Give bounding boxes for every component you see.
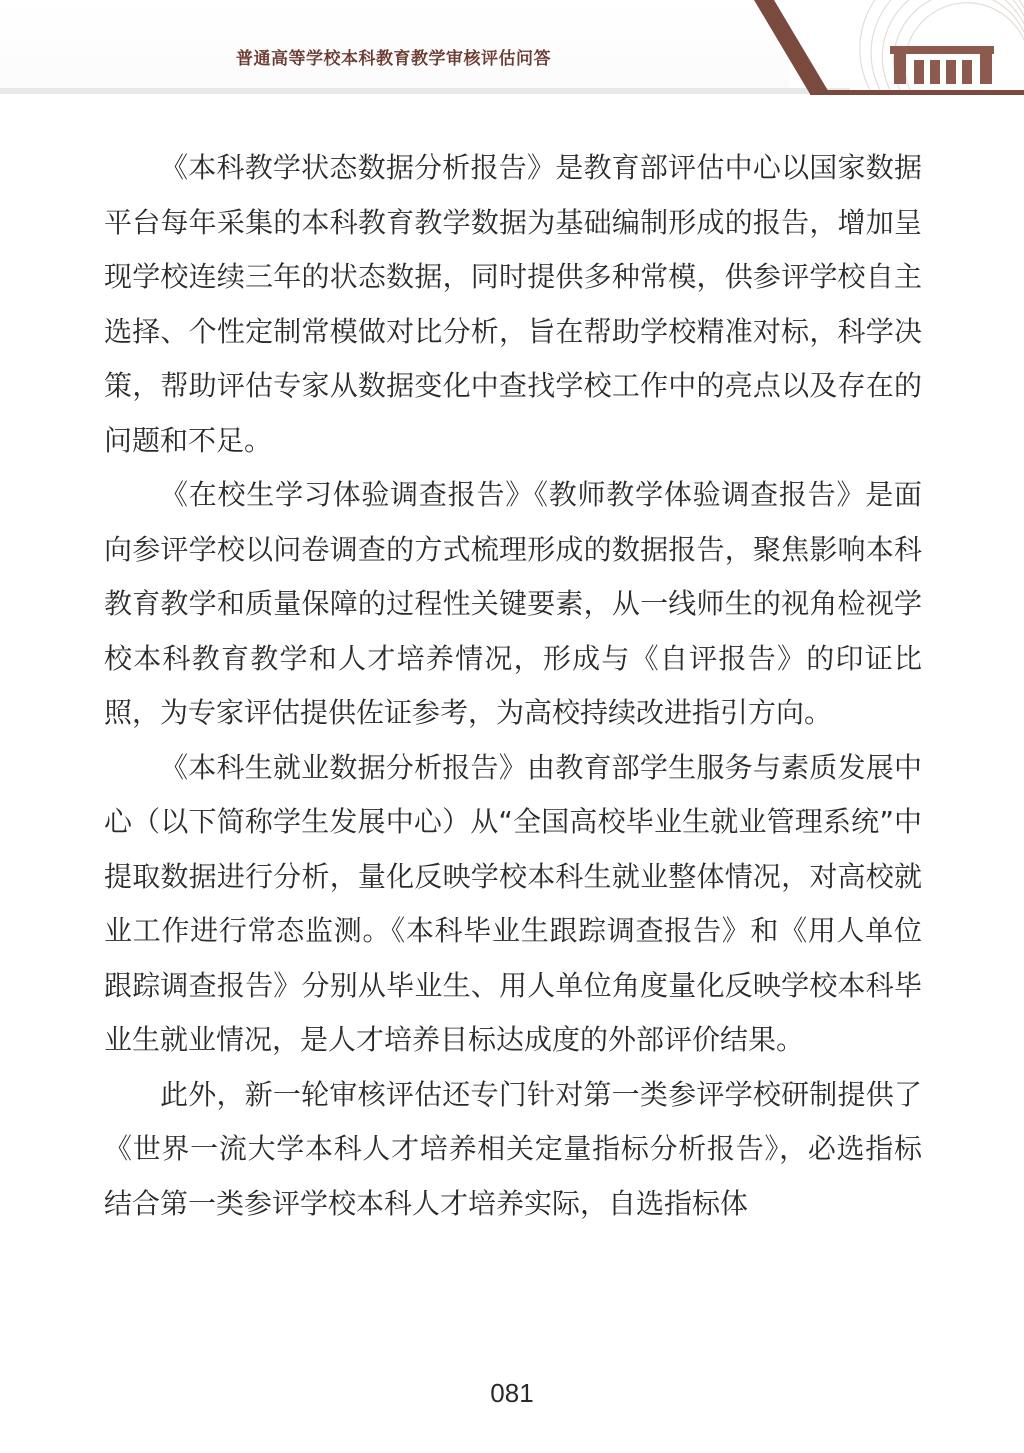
header-divider [0,88,850,94]
header-emblem [740,0,1024,100]
paragraph: 《在校生学习体验调查报告》《教师教学体验调查报告》是面向参评学校以问卷调查的方式梳理形成的数据报告，聚焦影响本科教育教学和质量保障的过程性关键要素，从一线师生的视角检视学校本科教育教学和人才培养情况，形成与《自评报告》的印证比照，为专家评估提供佐证参考，为高校持续改进指引方向。 [104,478,922,729]
page-header [0,0,1024,100]
paragraph: 《本科教学状态数据分析报告》是教育部评估中心以国家数据平台每年采集的本科教育教学数据为基础编制形成的报告，增加呈现学校连续三年的状态数据，同时提供多种常模，供参评学校自主选择、个性定制常模做对比分析，旨在帮助学校精准对标，科学决策，帮助评估专家从数据变化中查找学校工作中的亮点以及存在的问题和不足。 [104,151,922,457]
emblem-building-icon [890,46,994,84]
paragraph: 《本科生就业数据分析报告》由教育部学生服务与素质发展中心（以下简称学生发展中心）从“全国高校毕业生就业管理系统”中提取数据进行分析，量化反映学校本科生就业整体情况，对高校就业工作进行常态监测。《本科毕业生跟踪调查报告》和《用人单位跟踪调查报告》分别从毕业生、用人单位角度量化反映学校本科毕业生就业情况，是人才培养目标达成度的外部评价结果。 [104,750,922,1056]
emblem-rings [860,0,1024,90]
header-title: 普通高等学校本科教育教学审核评估问答 [236,49,551,69]
body-text [104,141,922,1231]
emblem-diagonal-band [754,0,830,94]
paragraph: 此外，新一轮审核评估还专门针对第一类参评学校研制提供了《世界一流大学本科人才培养相关定量指标分析报告》，必选指标结合第一类参评学校本科人才培养实际，自选指标体 [104,1077,922,1220]
emblem-baseline [810,90,1024,95]
page-number: 081 [490,1378,534,1408]
